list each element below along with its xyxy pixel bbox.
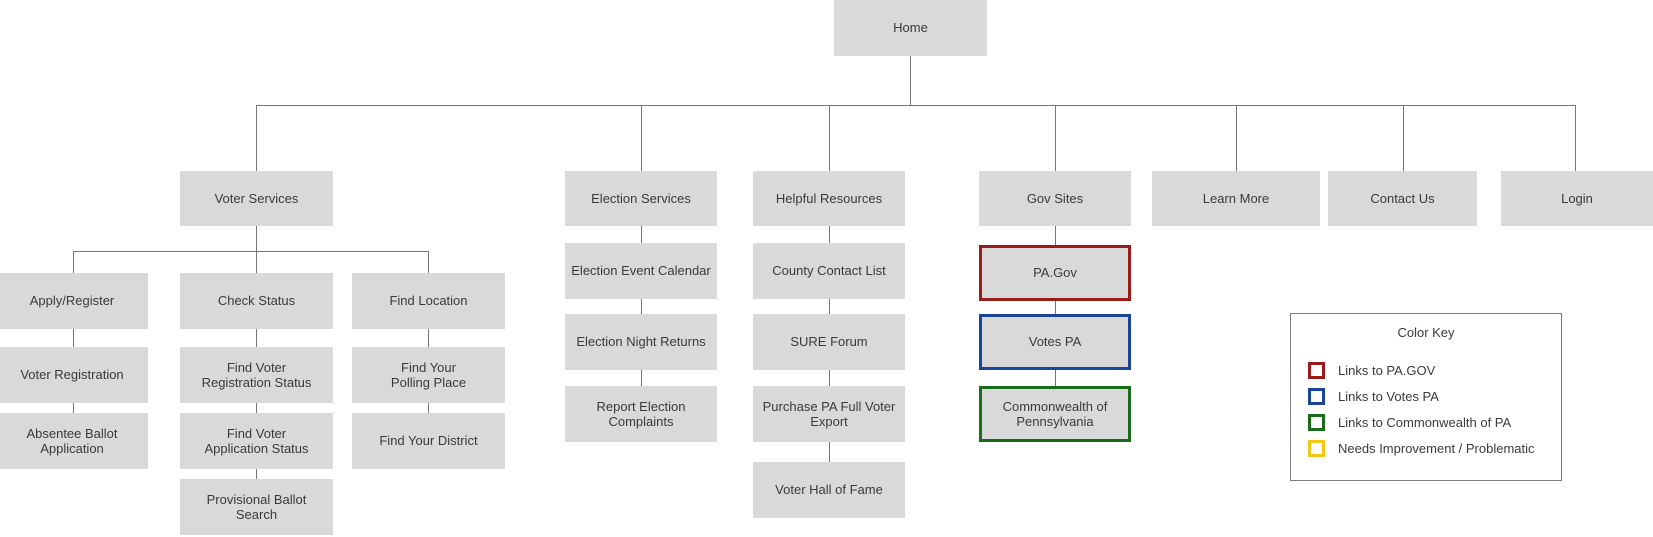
connector	[73, 403, 74, 413]
node-contact-us[interactable]: Contact Us	[1328, 171, 1477, 226]
connector	[829, 105, 830, 171]
color-key-legend	[1290, 313, 1562, 481]
node-apply-register[interactable]: Apply/Register	[0, 273, 148, 329]
legend-label: Links to Votes PA	[1338, 389, 1439, 404]
connector	[829, 370, 830, 386]
node-login[interactable]: Login	[1501, 171, 1653, 226]
connector	[256, 403, 257, 413]
red-swatch-icon	[1308, 362, 1325, 379]
connector	[829, 299, 830, 314]
connector	[1055, 105, 1056, 171]
connector	[256, 226, 257, 251]
node-voter-registration[interactable]: Voter Registration	[0, 347, 148, 403]
connector	[829, 442, 830, 462]
node-report-election-complaints[interactable]: Report Election Complaints	[565, 386, 717, 442]
node-home[interactable]: Home	[834, 0, 987, 56]
connector	[910, 56, 911, 105]
connector	[428, 403, 429, 413]
legend-title: Color Key	[1397, 325, 1455, 340]
node-election-services[interactable]: Election Services	[565, 171, 717, 226]
connector	[1055, 301, 1056, 314]
node-purchase-pa-full-voter-export[interactable]: Purchase PA Full Voter Export	[753, 386, 905, 442]
legend-item-problematic	[1308, 440, 1561, 457]
node-find-voter-registration-status[interactable]: Find Voter Registration Status	[180, 347, 333, 403]
node-county-contact-list[interactable]: County Contact List	[753, 243, 905, 299]
node-votes-pa[interactable]: Votes PA	[979, 314, 1131, 370]
node-check-status[interactable]: Check Status	[180, 273, 333, 329]
legend-item-pa-gov	[1308, 362, 1561, 379]
node-voter-services[interactable]: Voter Services	[180, 171, 333, 226]
node-learn-more[interactable]: Learn More	[1152, 171, 1320, 226]
node-provisional-ballot-search[interactable]: Provisional Ballot Search	[180, 479, 333, 535]
node-voter-hall-of-fame[interactable]: Voter Hall of Fame	[753, 462, 905, 518]
connector	[256, 329, 257, 347]
node-find-location[interactable]: Find Location	[352, 273, 505, 329]
node-helpful-resources[interactable]: Helpful Resources	[753, 171, 905, 226]
node-sure-forum[interactable]: SURE Forum	[753, 314, 905, 370]
legend-label: Needs Improvement / Problematic	[1338, 441, 1535, 456]
blue-swatch-icon	[1308, 388, 1325, 405]
node-election-event-calendar[interactable]: Election Event Calendar	[565, 243, 717, 299]
connector	[641, 226, 642, 243]
connector	[1236, 105, 1237, 171]
node-commonwealth-of-pennsylvania[interactable]: Commonwealth of Pennsylvania	[979, 386, 1131, 442]
connector	[256, 105, 257, 171]
legend-label: Links to Commonwealth of PA	[1338, 415, 1512, 430]
connector	[428, 329, 429, 347]
legend-item-votes-pa	[1308, 388, 1561, 405]
node-find-your-district[interactable]: Find Your District	[352, 413, 505, 469]
legend-items	[1291, 362, 1561, 457]
yellow-swatch-icon	[1308, 440, 1325, 457]
green-swatch-icon	[1308, 414, 1325, 431]
connector	[1403, 105, 1404, 171]
legend-label: Links to PA.GOV	[1338, 363, 1436, 378]
node-find-voter-application-status[interactable]: Find Voter Application Status	[180, 413, 333, 469]
connector	[1055, 370, 1056, 386]
connector	[829, 226, 830, 243]
node-find-your-polling-place[interactable]: Find Your Polling Place	[352, 347, 505, 403]
legend-item-commonwealth	[1308, 414, 1561, 431]
connector	[641, 299, 642, 314]
connector	[641, 370, 642, 386]
connector	[256, 251, 257, 273]
connector	[256, 469, 257, 479]
connector	[641, 105, 642, 171]
connector	[256, 105, 1575, 106]
connector	[73, 251, 428, 252]
node-election-night-returns[interactable]: Election Night Returns	[565, 314, 717, 370]
node-gov-sites[interactable]: Gov Sites	[979, 171, 1131, 226]
connector	[73, 329, 74, 347]
node-absentee-ballot-application[interactable]: Absentee Ballot Application	[0, 413, 148, 469]
connector	[73, 251, 74, 273]
connector	[428, 251, 429, 273]
node-pa-gov[interactable]: PA.Gov	[979, 245, 1131, 301]
connector	[1575, 105, 1576, 171]
connector	[1055, 226, 1056, 245]
